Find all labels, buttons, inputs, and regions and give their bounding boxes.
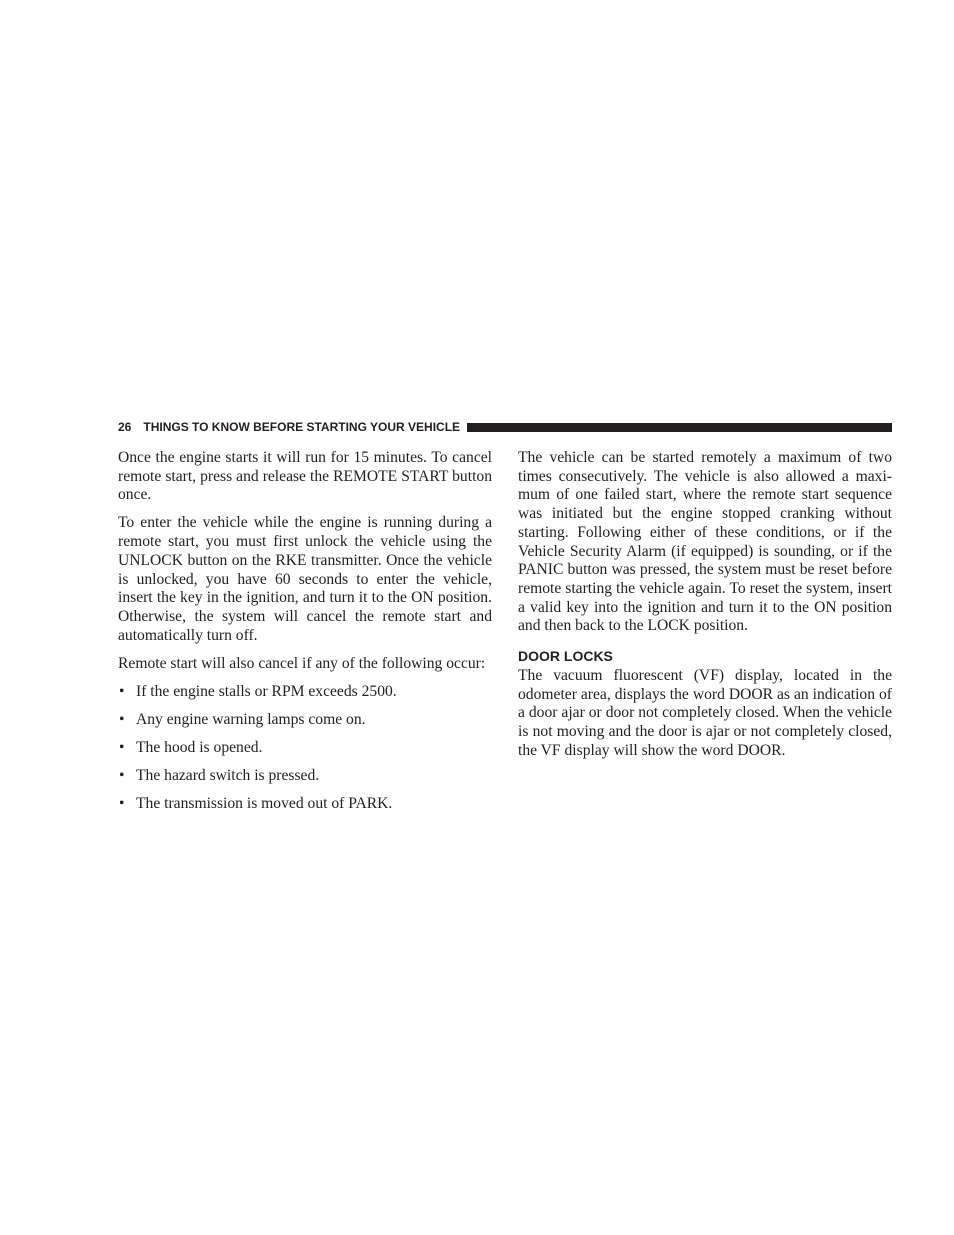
section-heading-door-locks: DOOR LOCKS: [518, 648, 613, 665]
bullet-icon: •: [119, 682, 125, 700]
bullet-icon: •: [119, 794, 125, 812]
list-item: • If the engine stalls or RPM exceeds 2500.: [119, 682, 397, 700]
paragraph-engine-run-time: Once the engine starts it will run for 15 minutes. To cancel remote start, press and release the REMOTE START button once.: [118, 449, 492, 504]
bullet-icon: •: [119, 710, 125, 728]
paragraph-door-ajar-display: The vacuum fluorescent (VF) display, located in the odometer area, displays the word DOOR as an indication of a door ajar or door not completely closed. When the vehicle is not moving and the door is ajar or not completely closed, the VF display will show the word DOOR.: [518, 667, 892, 759]
list-item: • The transmission is moved out of PARK.: [119, 794, 393, 812]
paragraph-cancel-conditions: Remote start will also cancel if any of the following occur:: [118, 654, 486, 672]
page-number: 26: [118, 420, 132, 434]
list-item: • The hood is opened.: [119, 738, 263, 756]
page-header: [118, 419, 892, 435]
right-column: [518, 449, 892, 770]
list-item: • Any engine warning lamps come on.: [119, 710, 366, 728]
bullet-icon: •: [119, 738, 125, 756]
header-rule-bar: [467, 423, 892, 432]
list-item: • The hazard switch is pressed.: [119, 766, 320, 784]
bullet-icon: •: [119, 766, 125, 784]
paragraph-remote-start-limits: The vehicle can be started remotely a maximum of two times consecutively. The vehicle is also allowed a maxi-mum of one failed start, where the remote start sequence was initiated but the engine stopped cranking without starting. Following either of these conditions, or if the Vehicle Security Alarm (if equipped) is sounding, or if the PANIC button was pressed, the system must be reset before remote starting the vehicle again. To reset the system, insert a valid key into the ignition and turn it to the ON position and then back to the LOCK position.: [518, 449, 892, 635]
left-column: [118, 449, 492, 823]
paragraph-enter-vehicle: To enter the vehicle while the engine is running during a remote start, you must first unlock the vehicle using the UNLOCK button on the RKE transmitter. Once the vehicle is unlocked, you have 60 seconds to enter the vehicle, insert the key in the ignition, and turn it to the ON position. Otherwise, the system will cancel the remote start and automatically turn off.: [118, 514, 492, 644]
running-title: THINGS TO KNOW BEFORE STARTING YOUR VEHICLE: [143, 420, 461, 434]
cancel-conditions-list: [118, 683, 492, 814]
